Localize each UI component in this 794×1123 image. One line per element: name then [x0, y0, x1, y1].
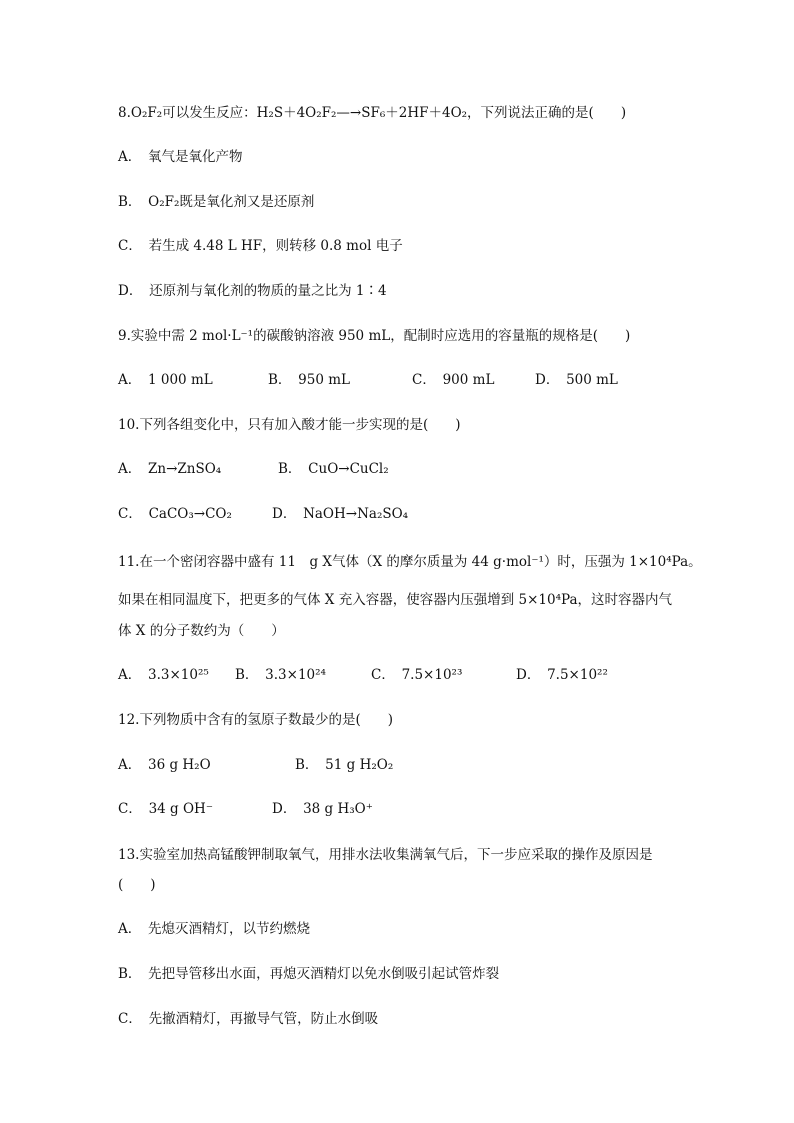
q11-stem-line1: 11.在一个密闭容器中盛有 11 g X气体（X 的摩尔质量为 44 g·mol⁻¹）时，压强为 1×10⁴Pa。 — [118, 554, 702, 570]
q13-option-b: B． 先把导管移出水面，再熄灭酒精灯以免水倒吸引起试管炸裂 — [118, 966, 500, 982]
q9-option-a: A． 1 000 mL — [118, 372, 213, 388]
q10-option-d: D． NaOH→Na₂SO₄ — [272, 506, 409, 522]
q12-option-b: B． 51 g H₂O₂ — [295, 757, 394, 773]
q8-option-a: A． 氧气是氧化产物 — [118, 149, 243, 165]
q10-stem: 10.下列各组变化中，只有加入酸才能一步实现的是( ) — [118, 417, 461, 433]
q9-option-c: C． 900 mL — [412, 372, 495, 388]
q11-option-a: A． 3.3×10²⁵ — [118, 667, 209, 683]
q8-option-d: D． 还原剂与氧化剂的物质的量之比为 1∶4 — [118, 283, 387, 299]
q11-stem-line2: 如果在相同温度下，把更多的气体 X 充入容器，使容器内压强增到 5×10⁴Pa，这时容器内气 — [118, 592, 672, 608]
q13-stem-line1: 13.实验室加热高锰酸钾制取氧气，用排水法收集满氧气后，下一步应采取的操作及原因是 — [118, 847, 653, 863]
q8-option-c: C． 若生成 4.48 L HF，则转移 0.8 mol 电子 — [118, 238, 403, 254]
q11-option-c: C． 7.5×10²³ — [371, 667, 463, 683]
q13-option-a: A． 先熄灭酒精灯，以节约燃烧 — [118, 921, 310, 937]
q9-stem: 9.实验中需 2 mol·L⁻¹的碳酸钠溶液 950 mL，配制时应选用的容量瓶的规格是( ) — [118, 328, 631, 344]
q12-option-d: D． 38 g H₃O⁺ — [272, 801, 373, 817]
q10-option-b: B． CuO→CuCl₂ — [278, 461, 389, 477]
q13-stem-line2: ( ) — [118, 877, 156, 893]
q12-stem: 12.下列物质中含有的氢原子数最少的是( ) — [118, 712, 394, 728]
q10-option-a: A． Zn→ZnSO₄ — [118, 461, 222, 477]
q12-option-a: A． 36 g H₂O — [118, 757, 211, 773]
q11-stem-line3: 体 X 的分子数约为（ ） — [118, 623, 285, 639]
q11-option-d: D． 7.5×10²² — [516, 667, 608, 683]
q12-option-c: C． 34 g OH⁻ — [118, 801, 213, 817]
q9-option-d: D． 500 mL — [535, 372, 618, 388]
q8-stem: 8.O₂F₂可以发生反应：H₂S＋4O₂F₂—→SF₆＋2HF＋4O₂，下列说法正确的是( ) — [118, 105, 627, 121]
q8-option-b: B． O₂F₂既是氧化剂又是还原剂 — [118, 194, 315, 210]
q11-option-b: B． 3.3×10²⁴ — [235, 667, 326, 683]
q10-option-c: C． CaCO₃→CO₂ — [118, 506, 232, 522]
q13-option-c: C． 先撤酒精灯，再撤导气管，防止水倒吸 — [118, 1011, 379, 1027]
q9-option-b: B． 950 mL — [268, 372, 350, 388]
